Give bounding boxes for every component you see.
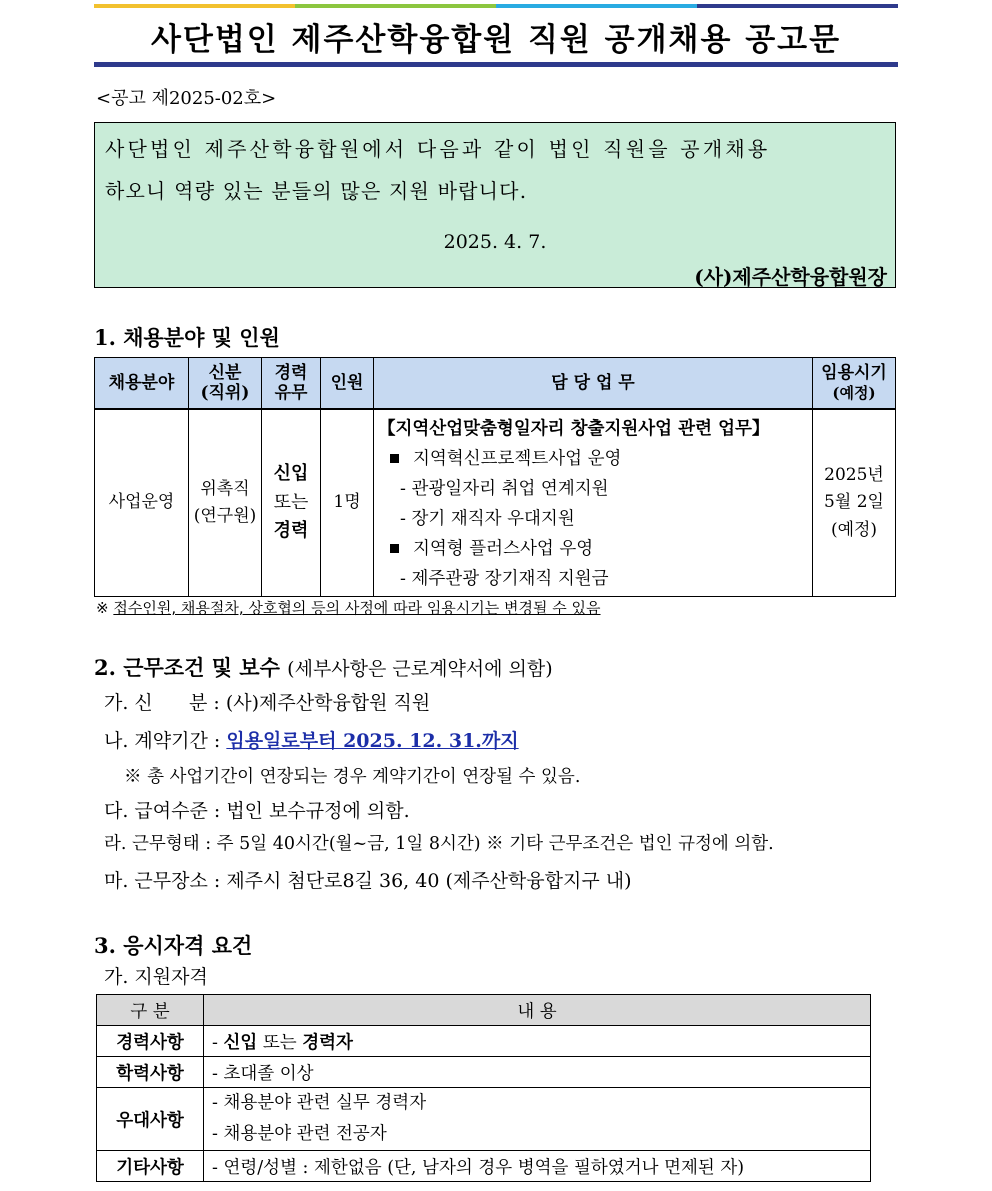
section2-title: 2. 근무조건 및 보수	[94, 655, 280, 680]
notice-number: <공고 제2025-02호>	[96, 88, 277, 109]
qual-key-career: 경력사항	[97, 1026, 204, 1057]
row-exp-or: 또는	[273, 491, 309, 513]
row-count: 1명	[321, 409, 374, 597]
duty-item-4-text: 지역형 플러스사업 우영	[413, 539, 594, 559]
th-duty-label: 담 당 업 무	[551, 372, 635, 393]
th-period-label: 임용시기	[821, 362, 887, 383]
place-line: 마. 근무장소 : 제주시 첨단로8길 36, 40 (제주산학융합지구 내)	[104, 870, 632, 892]
row-exp-new: 신입	[273, 462, 309, 484]
th-count	[321, 358, 374, 410]
recruitment-table-header	[95, 358, 896, 410]
qual-value-education: - 초대졸 이상	[204, 1057, 871, 1088]
th-field-label: 채용분야	[108, 372, 175, 393]
status-line	[104, 688, 430, 715]
status-value: (사)제주산학융합원 직원	[225, 692, 431, 714]
qual-header-content: 내 용	[204, 995, 871, 1026]
qualification-table	[96, 994, 871, 1182]
th-exp-sub: 유무	[274, 383, 308, 403]
th-period-sub: (예정)	[832, 384, 876, 402]
recruitment-row	[95, 409, 896, 597]
duty-item-1	[382, 444, 806, 474]
qual-row-career	[97, 1026, 871, 1057]
qual-row-preference	[97, 1088, 871, 1151]
section1-heading: 1. 채용분야 및 인원	[94, 325, 280, 350]
contract-label: 나. 계약기간 :	[104, 730, 227, 752]
qual-header-category: 구 분	[97, 995, 204, 1026]
career-or: 또는	[257, 1032, 303, 1053]
th-period	[813, 358, 896, 410]
note-text: 접수인원, 채용절차, 상호협의 등의 사정에 따라 임용시기는 변경될 수 있음	[113, 599, 601, 617]
row-status-title: 위촉직	[200, 478, 250, 499]
preference-1: - 채용분야 관련 실무 경력자	[212, 1093, 427, 1113]
contract-note: ※ 총 사업기간이 연장되는 경우 계약기간이 연장될 수 있음.	[124, 767, 581, 787]
qual-value-career	[204, 1026, 871, 1057]
duty-item-4	[382, 534, 806, 564]
status-label: 가. 신 분 :	[104, 692, 226, 714]
qual-key-etc: 기타사항	[97, 1151, 204, 1182]
row-status	[189, 409, 262, 597]
row-duty	[374, 409, 813, 597]
intro-date: 2025. 4. 7.	[443, 231, 547, 253]
row-period-day: 5월 2일	[824, 492, 884, 513]
th-exp-label: 경력	[274, 362, 308, 383]
section1-note	[96, 597, 601, 618]
intro-signature: (사)제주산학융합원장	[694, 265, 887, 289]
square-bullet-icon	[390, 454, 399, 463]
th-duty	[374, 358, 813, 410]
duty-item-5: - 제주관광 장기재직 지원금	[400, 569, 609, 589]
intro-box	[94, 122, 896, 288]
row-period	[813, 409, 896, 597]
row-exp-career: 경력	[273, 520, 309, 542]
row-period-note: (예정)	[830, 519, 878, 540]
square-bullet-icon	[390, 544, 399, 553]
th-field	[95, 358, 189, 410]
title-underline	[94, 62, 898, 67]
row-period-year: 2025년	[824, 465, 884, 486]
recruitment-table	[94, 357, 896, 597]
title-bar-green	[295, 4, 496, 8]
th-status	[189, 358, 262, 410]
intro-line-1: 사단법인 제주산학융합원에서 다음과 같이 법인 직원을 공개채용	[105, 137, 771, 161]
duty-title: 【지역산업맞춤형일자리 창출지원사업 관련 업무】	[378, 419, 770, 439]
row-status-sub: (연구원)	[193, 506, 257, 526]
section2-heading	[94, 652, 553, 682]
work-type-line: 라. 근무형태 : 주 5일 40시간(월~금, 1일 8시간) ※ 기타 근무조건은 법인 규정에 의함.	[104, 834, 774, 854]
title-bar-cyan	[496, 4, 697, 8]
intro-line-2: 하오니 역량 있는 분들의 많은 지원 바랍니다.	[105, 179, 528, 203]
section3-heading: 3. 응시자격 요건	[94, 933, 253, 958]
note-mark: ※	[96, 599, 109, 617]
title-bar-yellow	[94, 4, 295, 8]
career-new: 신입	[223, 1032, 258, 1053]
th-status-sub: (직위)	[200, 383, 250, 403]
th-count-label: 인원	[330, 372, 364, 393]
th-status-label: 신분	[208, 362, 242, 383]
duty-item-3: - 장기 재직자 우대지원	[400, 509, 575, 529]
qual-key-education: 학력사항	[97, 1057, 204, 1088]
th-experience	[262, 358, 321, 410]
title-color-bar	[94, 4, 898, 8]
pay-line: 다. 급여수준 : 법인 보수규정에 의함.	[104, 800, 410, 822]
contract-line	[104, 726, 519, 753]
row-experience	[262, 409, 321, 597]
duty-item-2: - 관광일자리 취업 연계지원	[400, 479, 609, 499]
section3-sub: 가. 지원자격	[104, 966, 208, 988]
qual-header	[97, 995, 871, 1026]
row-field: 사업운영	[95, 409, 189, 597]
page-title: 사단법인 제주산학융합원 직원 공개채용 공고문	[150, 22, 842, 58]
title-bar-navy	[697, 4, 898, 8]
career-prefix: -	[212, 1032, 224, 1053]
preference-2: - 채용분야 관련 전공자	[212, 1124, 387, 1144]
qual-value-preference	[204, 1088, 871, 1151]
duty-item-1-text: 지역혁신프로젝트사업 운영	[413, 449, 622, 469]
qual-row-education	[97, 1057, 871, 1088]
qual-row-etc	[97, 1151, 871, 1182]
contract-value: 임용일로부터 2025. 12. 31.까지	[226, 730, 519, 752]
qual-key-preference: 우대사항	[97, 1088, 204, 1151]
career-experienced: 경력자	[302, 1032, 353, 1053]
section2-note: (세부사항은 근로계약서에 의함)	[287, 658, 553, 680]
qual-value-etc: - 연령/성별 : 제한없음 (단, 남자의 경우 병역을 필하였거나 면제된 자)	[204, 1151, 871, 1182]
